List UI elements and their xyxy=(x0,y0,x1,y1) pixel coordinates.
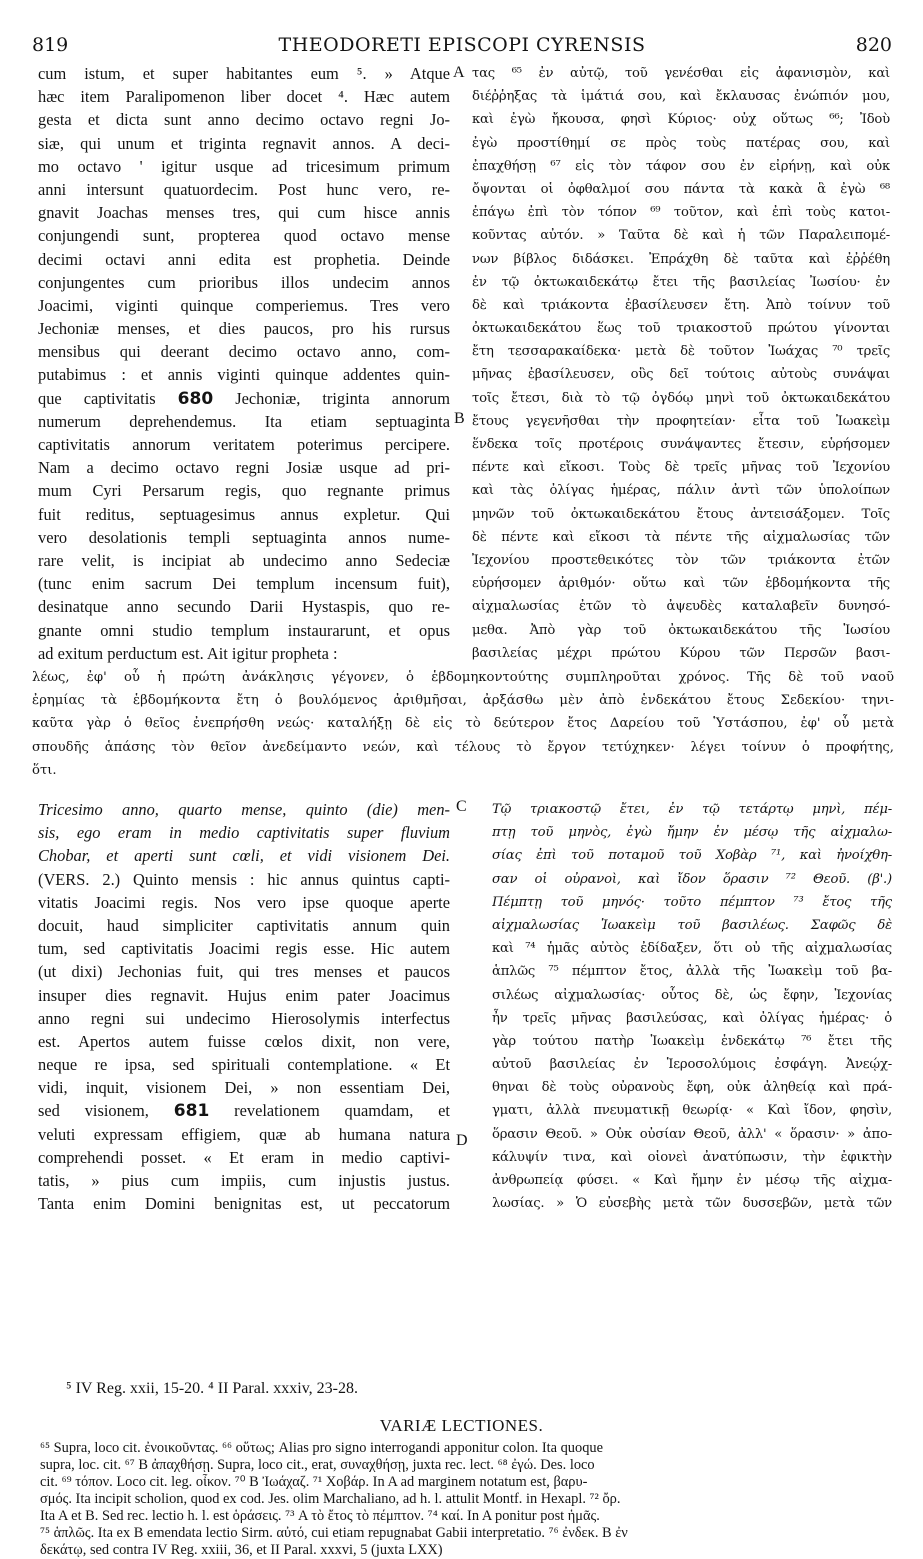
text-line: ἕνδεκα τοῖς προτέροις συνάψαντες ἔτεσιν, εὑρήσομεν xyxy=(472,437,890,452)
text-line: anno regni sui undecimo Hierosolymis interfectus xyxy=(38,1008,450,1028)
text-line: anni intersunt quatuordecim. Post hunc vero, re- xyxy=(38,179,450,199)
text-line-with-column-number: sed visionem, 681 revelationem quamdam, et xyxy=(38,1101,450,1122)
text-line: rare velit, is incipiat ab undecimo anno Sedeciæ xyxy=(38,550,450,570)
variant-reading-line: supra, loc. cit. ⁶⁷ B ἀπαχθήσῃ. Supra, loco cit., erat, συναχθήσῃ, juxta rec. lect. ⁶⁸ ἐγώ. Des. loco xyxy=(40,1457,595,1473)
text-line: πτῃ τοῦ μηνὸς, ἐγὼ ἤμην ἐν μέσῳ τῆς αἰχμαλω- xyxy=(492,825,892,841)
text-line: ἐν τῷ ὀκτωκαιδεκάτῳ ἔτει τῆς βασιλείας Ἰωσίου· ἐν xyxy=(472,274,890,290)
text-line: Τῷ τριακοστῷ ἔτει, ἐν τῷ τετάρτῳ μηνὶ, πέμ- xyxy=(492,802,892,817)
text-line: σπουδῆς ἁπάσης τὸν θεῖον ἀνεδείμαντο νεών, καὶ τέλους τὸ ἔργον τετύχηκεν· λέγει τοίνυν ὁ προφήτης, xyxy=(32,739,894,755)
variant-reading-line: cit. ⁶⁹ τόπον. Loco cit. leg. οἶκον. ⁷⁰ B Ἰωάχαζ. ⁷¹ Χοβάρ. In A ad marginem notatum est, βαρυ- xyxy=(40,1474,588,1490)
text-line: ad exitum perductum est. Ait igitur propheta : xyxy=(38,643,338,663)
text-line: γὰρ τούτου πατὴρ Ἰωακεὶμ ἑνδεκάτῳ ⁷⁶ ἔτει τῆς xyxy=(492,1033,892,1049)
text-line: comprehendi posset. « Et eram in medio captivi- xyxy=(38,1147,450,1167)
text-line: μεθα. Ἀπὸ γὰρ τοῦ ὀκτωκαιδεκάτου τῆς Ἰωσίου xyxy=(472,622,890,638)
text-line: desinatque anno secundo Darii Hystaspis, quo re- xyxy=(38,597,450,617)
margin-letter-a: A xyxy=(453,64,465,81)
text-line: neque re ipsa, sed spirituali contemplatione. « Et xyxy=(38,1055,450,1075)
text-line: γματι, ἀλλὰ πνευματικῇ θεωρίᾳ· « Καὶ ἴδον, φησὶν, xyxy=(492,1103,892,1119)
text-line: Jechoniæ menses, et dies paucos, pro his rursus xyxy=(38,319,450,339)
text-line: vidi, inquit, visionem Dei, » non essentiam Dei, xyxy=(38,1078,450,1098)
text-line: καὶ ⁷⁴ ἡμᾶς αὐτὸς ἐδίδαξεν, ὅτι οὐ τῆς αἰχμαλωσίας xyxy=(492,941,892,957)
text-line: πέντε καὶ εἴκοσι. Τοὺς δὲ τρεῖς μῆνας τοῦ Ἰεχονίου xyxy=(472,460,890,476)
text-line: Chobar, et aperti sunt cœli, et vidi visionem Dei. xyxy=(38,846,450,866)
text-line: tum, sed captivitatis Joacimi regis esse. Hic autem xyxy=(38,939,450,959)
text-line: λωσίας. » Ὁ εὐσεβὴς μετὰ τῶν δυσσεβῶν, μετὰ τῶν xyxy=(492,1196,892,1212)
text-line: αἰχμαλωσίας Ἰωακεὶμ τοῦ βασιλέως. Σαφῶς δὲ xyxy=(492,917,892,933)
page-number-right: 820 xyxy=(855,34,892,56)
text-line: τας ⁶⁵ ἐν αὐτῷ, τοῦ γενέσθαι εἰς ἀφανισμὸν, καὶ xyxy=(472,66,890,81)
text-line: μηνῶν τοῦ ὀκτωκαιδεκάτου ἔτους ἀντεισάξομεν. Τοῖς xyxy=(472,506,890,522)
text-line: καῦτα γὰρ ὁ θεῖος ἐνεπρήσθη νεώς· καταλήξῃ δὲ εἰς τὸ δεύτερον ἔτος Δαρείου τοῦ Ὑστάσπου, ἐφ' οὗ μετὰ xyxy=(32,716,894,732)
text-line: (ut dixi) Jechonias fuit, qui tres menses et paucos xyxy=(38,962,450,982)
text-line: μῆνας ἐβασίλευσεν, οὓς δεῖ τούτοις αὐτοὺς συνάψαι xyxy=(472,367,890,383)
text-line: ὀκτωκαιδεκάτου ἕως τοῦ τριακοστοῦ πρώτου γίνονται xyxy=(472,321,890,337)
text-line: insuper dies regnavit. Hujus enim pater Joacimus xyxy=(38,985,450,1005)
greek-column-upper xyxy=(472,62,890,665)
text-line: σαν οἱ οὐρανοὶ, καὶ ἴδον ὅρασιν ⁷² Θεοῦ. (β'.) xyxy=(492,871,892,887)
variae-lectiones-heading: VARIÆ LECTIONES. xyxy=(379,1416,544,1435)
text-line: ἐπαχθήσῃ ⁶⁷ εἰς τὸν τάφον σου ἐν εἰρήνῃ, καὶ οὐκ xyxy=(472,158,890,174)
text-line: ἀνθρωπείᾳ φύσει. « Καὶ ἤμην ἐν μέσῳ τῆς αἰχμα- xyxy=(492,1173,892,1188)
text-line: κοῦντας αὐτόν. » Ταῦτα δὲ καὶ ἡ τῶν Παραλειπομέ- xyxy=(472,228,890,244)
column-number: 680 xyxy=(177,388,214,409)
margin-letter-c: C xyxy=(456,798,467,815)
margin-letter-b: B xyxy=(454,410,465,427)
text-line: τοῖς ἔτεσι, διὰ τὸ τῷ ὀγδόῳ μηνὶ τοῦ ὀκτωκαιδεκάτου xyxy=(472,390,890,406)
text-line: Joacimi, viginti quinque comperiemus. Tres vero xyxy=(38,295,450,315)
text-line: αἰχμαλωσίας ἐτῶν τὸ ἀψευδὲς καταλαβεῖν δυνησό- xyxy=(472,599,890,615)
variant-reading-line: ⁶⁵ Supra, loco cit. ἐνοικοῦντας. ⁶⁶ οὕτως; Alias pro signo interrogandi apponitur colon. Ita quoque xyxy=(40,1440,603,1456)
text-line: mensibus qui deerant decimo octavo anno, com- xyxy=(38,342,450,362)
text-line: Tricesimo anno, quarto mense, quinto (die) men- xyxy=(38,800,450,819)
text-line: Πέμπτῃ τοῦ μηνός· τοῦτο πέμπτον ⁷³ ἔτος τῆς xyxy=(492,894,892,910)
text-line: putabimus : et annis viginti quinque addentes quin- xyxy=(38,365,450,385)
greek-column-lower xyxy=(492,798,892,1215)
text-line: λέως, ἐφ' οὗ ἡ πρώτη ἀνάκλησις γέγονεν, ὁ ἑβδομηκοντούτης συμπληροῦται χρόνος. Τῆς δὲ τοῦ ναοῦ xyxy=(32,670,894,685)
variant-reading-line: Ita A et B. Sed rec. lectio h. l. est ὁράσεις. ⁷³ A τὸ ἔτος τὸ πέμπτον. ⁷⁴ καί. In A ponitur post ἡμᾶς. xyxy=(40,1508,600,1524)
text-line: (tunc enim sacrum Dei templum incensum fuit), xyxy=(38,574,450,594)
text-line: fuit reditus, septuagesimus annus expletur. Qui xyxy=(38,504,450,524)
text-line: (VERS. 2.) Quinto mensis : hic annus quintus capti- xyxy=(38,869,450,889)
text-line: ἔτους γεγενῆσθαι τὴν προφητείαν· εἶτα τοῦ Ἰωακεὶμ xyxy=(472,413,890,429)
text-line: ἔτη τεσσαρακαίδεκα· μετὰ δὲ τοῦτον Ἰωάχας ⁷⁰ τρεῖς xyxy=(472,344,890,360)
text-line: ἐγὼ προστίθημί σε πρὸς τοὺς πατέρας σου, καὶ xyxy=(472,135,890,151)
text-line-with-column-number: que captivitatis 680 Jechoniæ, triginta annorum xyxy=(38,388,450,409)
page-number-left: 819 xyxy=(32,34,69,56)
text-line: δὲ πέντε καὶ εἴκοσι τὰ πέντε τῆς αἰχμαλωσίας τῶν xyxy=(472,529,890,545)
text-line: conjungentes cum prioribus illos undecim annos xyxy=(38,272,450,292)
text-line: δὲ καὶ τριάκοντα ἐβασίλευσεν ἔτη. Ἀπὸ τοίνυν τοῦ xyxy=(472,297,890,313)
variant-reading-line: δεκάτῳ, sed contra IV Reg. xxiii, 36, et II Paral. xxxvi, 5 (juxta LXX) xyxy=(40,1542,443,1558)
text-line: sis, ego eram in medio captivitatis super fluvium xyxy=(38,823,450,843)
footnotes: ⁵ IV Reg. xxii, 15-20. ⁴ II Paral. xxxiv, 23-28. xyxy=(66,1380,359,1397)
text-line: cum istum, et super habitantes eum ⁵. » Atque xyxy=(38,64,450,83)
running-header xyxy=(32,34,892,60)
text-line: βασιλείας μέχρι πρώτου Κύρου τῶν Περσῶν βασι- xyxy=(472,645,890,661)
text-line: ἁπλῶς ⁷⁵ πέμπτον ἔτος, ἀλλὰ τῆς Ἰωακεὶμ τοῦ βα- xyxy=(492,964,892,980)
text-line: conjungendi sunt, propterea quod octavo mense xyxy=(38,226,450,246)
text-line: εὑρήσομεν ἀριθμόν· οὕτω καὶ τῶν ἑβδομήκοντα τῆς xyxy=(472,576,890,592)
text-line: vero desolationis templi septuaginta annos nume- xyxy=(38,527,450,547)
text-line: mo octavo ' igitur usque ad tricesimum primum xyxy=(38,156,450,176)
text-line: διέῤῥηξας τὰ ἱμάτιά σου, καὶ ἔκλαυσας ἐνώπιόν μου, xyxy=(472,89,890,105)
variant-reading-line: ⁷⁵ ἁπλῶς. Ita ex B emendata lectio Sirm. αὐτό, cui etiam repugnabat Gabii interpretatio. ⁷⁶ ἐνδεκ. B ἐν xyxy=(40,1525,628,1541)
text-line: σίας ἐπὶ τοῦ ποταμοῦ τοῦ Χοβὰρ ⁷¹, καὶ ἠνοίχθη- xyxy=(492,848,892,864)
column-number: 681 xyxy=(173,1101,210,1122)
text-line: est. Apertos autem fuisse cœlos dixit, non vere, xyxy=(38,1031,450,1051)
text-line: docuit, haud simpliciter captivitatis annum quin xyxy=(38,915,450,935)
text-line: tatis, » pius cum impiis, cum injustis justus. xyxy=(38,1171,450,1190)
text-line: veluti expressam effigiem, quæ ab humana natura xyxy=(38,1124,450,1144)
text-line: ὅτι. xyxy=(32,762,57,778)
latin-column-upper xyxy=(38,62,450,665)
text-line: σιλέως αἰχμαλωσίας· οὗτος δὲ, ὡς ἔφην, Ἰεχονίας xyxy=(492,987,892,1003)
text-line: αὐτοῦ βασιλείας ἐν Ἱεροσολύμοις ἐσφάγη. Ἀνεῴχ- xyxy=(492,1057,892,1073)
margin-letter-d: D xyxy=(456,1132,468,1149)
text-line: Nam a decimo octavo regni Josiæ usque ad pri- xyxy=(38,458,450,478)
text-line: κάλυψίν τινα, καὶ οἱονεὶ ἀνατύπωσιν, τὴν ἐφικτὴν xyxy=(492,1149,892,1165)
text-line: ἐρημίας τὰ ἑβδομήκοντα ἔτη ὁ βουλόμενος ἀριθμῆσαι, ἀρξάσθω μὲν ἀπὸ ἑνδεκάτου ἔτους Σεδεκίου· τηνι- xyxy=(32,693,894,709)
variant-reading-line: σμός. Ita incipit scholion, quod ex cod. Jes. olim Marchaliano, ad h. l. attulit Montf. in Hexapl. ⁷² ὄρ. xyxy=(40,1491,621,1507)
text-line: hæc item Paralipomenon liber docet ⁴. Hæc autem xyxy=(38,87,450,107)
text-line: captivitatis annorum veritatem poterimus percipere. xyxy=(38,435,450,454)
text-line: numerum deprehendemus. Ita etiam septuaginta xyxy=(38,411,450,431)
text-line: νων βίβλος διδάσκει. Ἐπράχθη δὲ ταῦτα καὶ ἐῤῥέθη xyxy=(472,251,890,267)
text-line: gesta et dicta sunt anno decimo octavo regni Jo- xyxy=(38,110,450,130)
text-line: Ἰεχονίου προστεθεικότες τὸν τῶν τριάκοντα ἐτῶν xyxy=(472,552,890,568)
text-line: Tanta enim Domini benignitas est, ut peccatorum xyxy=(38,1194,450,1214)
text-line: ἐπάγω ἐπὶ τὸν τόπον ⁶⁹ τοῦτον, καὶ ἐπὶ τοὺς κατοι- xyxy=(472,205,890,221)
text-line: decimi octavi anni edita est prophetia. Deinde xyxy=(38,249,450,269)
greek-full-width-block xyxy=(32,666,894,782)
text-line: καὶ τὰς ὀλίγας ἡμέρας, πάλιν ἀντὶ τῶν ὑπολοίπων xyxy=(472,483,890,499)
text-line: ὄψονται οἱ ὀφθαλμοί σου πάντα τὰ κακὰ ἃ ἐγὼ ⁶⁸ xyxy=(472,181,890,197)
text-line: ὅρασιν Θεοῦ. » Οὐκ οὐσίαν Θεοῦ, ἀλλ' « ὅρασιν· » ἀπο- xyxy=(492,1126,892,1142)
text-line: vitatis Joacimi regis. Nos vero ipse quoque aperte xyxy=(38,892,450,912)
text-line: καὶ ἐγὼ ἤκουσα, φησὶ Κύριος· οὐχ οὕτως ⁶⁶; Ἰδοὺ xyxy=(472,112,890,128)
variae-lectiones xyxy=(40,1440,890,1559)
text-line: θηναι δὲ τοὺς οὐρανοὺς ἔφη, οὐκ ἀληθείᾳ καὶ πρά- xyxy=(492,1080,892,1096)
text-line: gnante omni studio templum instaurarunt, et opus xyxy=(38,620,450,640)
running-title: THEODORETI EPISCOPI CYRENSIS xyxy=(278,34,646,56)
text-line: ἦν τρεῖς μῆνας βασιλεύσας, καὶ ὀλίγας ἡμέρας· ὁ xyxy=(492,1010,892,1026)
text-line: siæ, qui unum et triginta regnavit annos. A deci- xyxy=(38,133,450,153)
text-line: gnavit Joachas menses tres, qui cum hisce annis xyxy=(38,203,450,223)
latin-column-lower xyxy=(38,798,450,1215)
text-line: mum Cyri Persarum regis, quo regnante primus xyxy=(38,481,450,501)
